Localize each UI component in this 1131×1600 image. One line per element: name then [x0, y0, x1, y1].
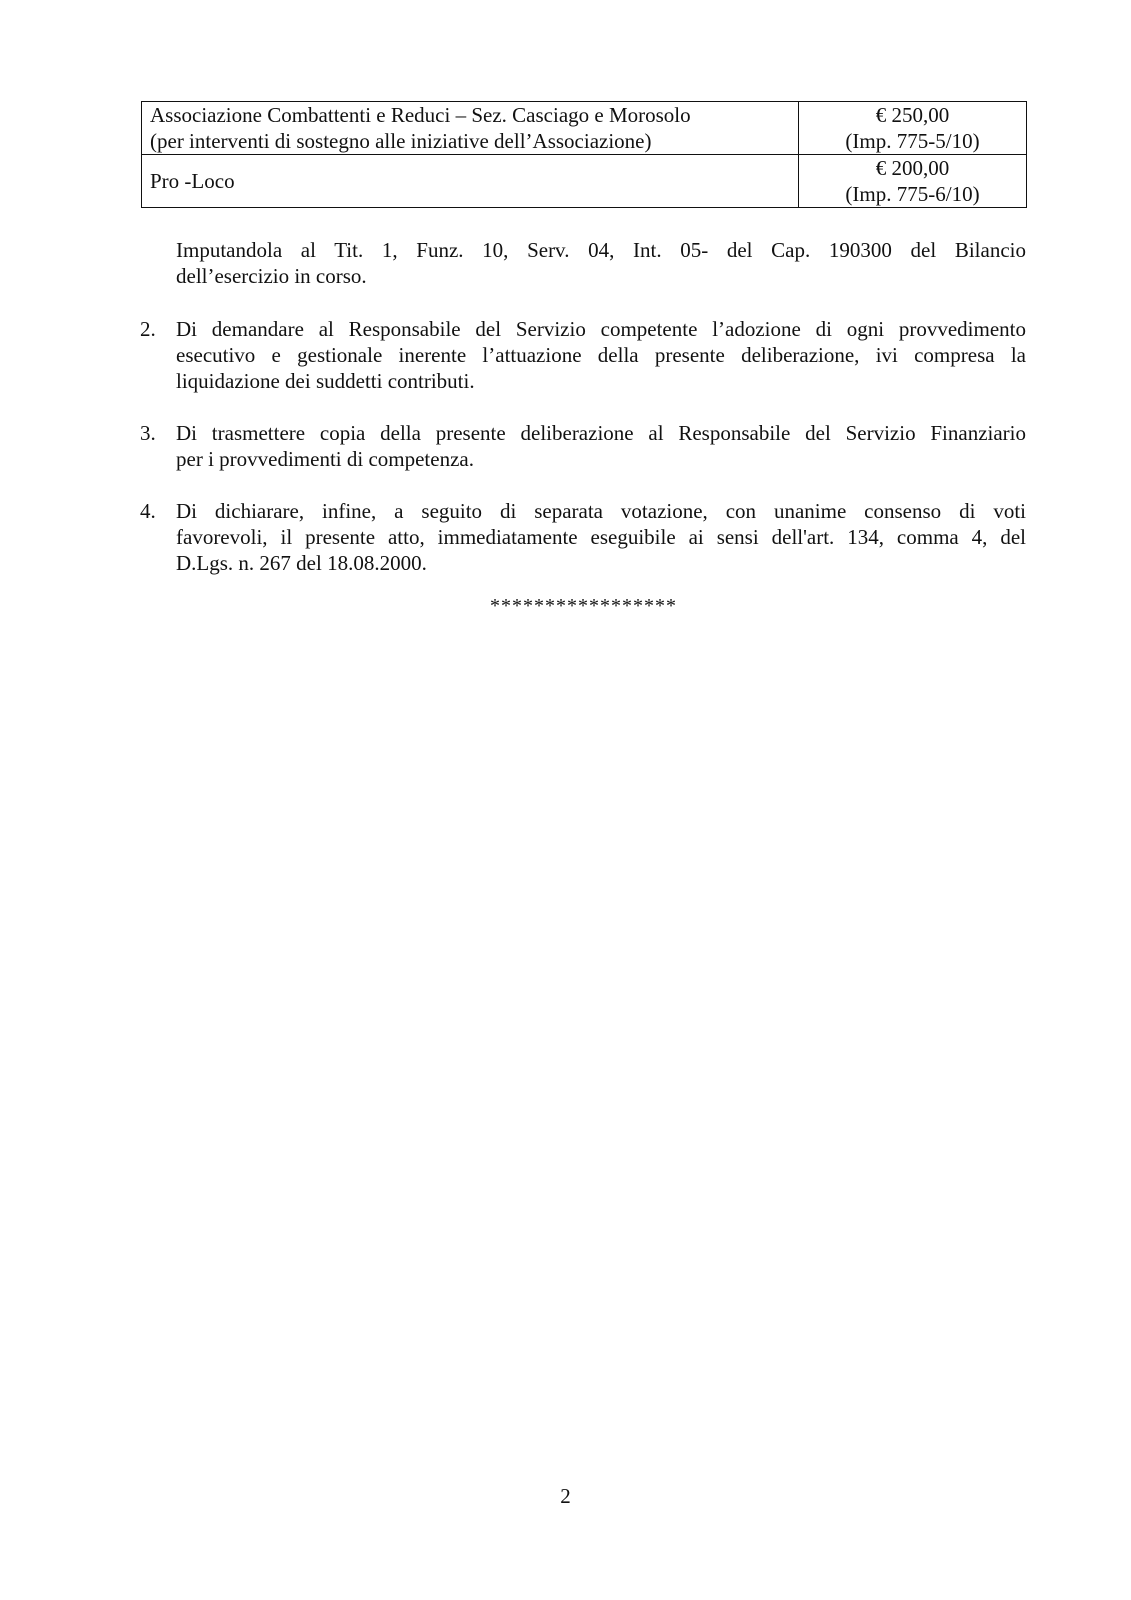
paragraph-line: Di dichiarare, infine, a seguito di separata votazione, con unanime consenso di voti [176, 499, 1026, 523]
amount-value: € 250,00 [875, 103, 950, 127]
paragraph-line: Imputandola al Tit. 1, Funz. 10, Serv. 04, Int. 05- del Cap. 190300 del Bilancio [176, 238, 1026, 262]
beneficiary-name: Pro -Loco [150, 169, 235, 193]
paragraph-line: Di demandare al Responsabile del Servizio competente l’adozione di ogni provvedimento [176, 317, 1026, 341]
beneficiary-cell [142, 155, 799, 208]
amount-cell [799, 102, 1027, 155]
paragraph-line: Di trasmettere copia della presente deliberazione al Responsabile del Servizio Finanziario [176, 421, 1026, 445]
imputation-paragraph [176, 237, 1026, 289]
beneficiary-name: Associazione Combattenti e Reduci – Sez. Casciago e Morosolo [150, 103, 691, 127]
paragraph-line: per i provvedimenti di competenza. [176, 447, 474, 471]
contributions-table [141, 101, 1027, 208]
item-number: 4. [140, 499, 156, 523]
item-text [176, 498, 1026, 576]
page-number: 2 [560, 1484, 571, 1508]
commitment-ref: (Imp. 775-5/10) [845, 129, 980, 153]
table-row [142, 102, 1027, 155]
paragraph-line: D.Lgs. n. 267 del 18.08.2000. [176, 551, 427, 575]
item-text [176, 316, 1026, 394]
paragraph-line: dell’esercizio in corso. [176, 264, 367, 288]
paragraph-line: liquidazione dei suddetti contributi. [176, 369, 475, 393]
table-row [142, 155, 1027, 208]
beneficiary-purpose: (per interventi di sostegno alle iniziative dell’Associazione) [150, 129, 652, 153]
paragraph-line: favorevoli, il presente atto, immediatamente eseguibile ai sensi dell'art. 134, comma 4, del [176, 525, 1026, 549]
section-separator: ***************** [490, 595, 677, 617]
amount-cell [799, 155, 1027, 208]
beneficiary-cell [142, 102, 799, 155]
item-number: 3. [140, 421, 156, 445]
item-text [176, 420, 1026, 472]
amount-value: € 200,00 [875, 156, 950, 180]
item-number: 2. [140, 317, 156, 341]
paragraph-line: esecutivo e gestionale inerente l’attuazione della presente deliberazione, ivi compresa la [176, 343, 1026, 367]
commitment-ref: (Imp. 775-6/10) [845, 182, 980, 206]
